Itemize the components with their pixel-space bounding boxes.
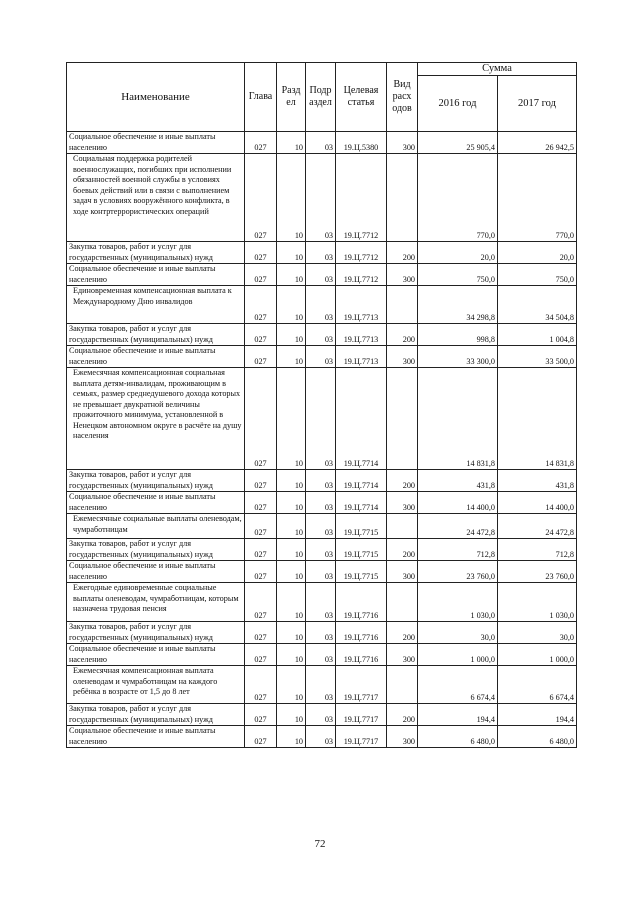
row-chapter: 027 xyxy=(245,492,277,514)
row-name xyxy=(67,470,245,492)
row-sum-2016: 34 298,8 xyxy=(418,286,498,324)
row-subsection: 03 xyxy=(306,132,336,154)
row-sum-2017: 431,8 xyxy=(498,470,577,492)
row-subsection: 03 xyxy=(306,492,336,514)
row-name-text: Социальное обеспечение и иные выплаты населению xyxy=(69,644,216,664)
header-sum: Сумма xyxy=(418,63,577,76)
row-name-text: Ежемесячные социальные выплаты оленеводам, чумработницам xyxy=(73,514,242,534)
row-section: 10 xyxy=(277,539,306,561)
row-name-text: Социальное обеспечение и иные выплаты населению xyxy=(69,561,216,581)
row-subsection: 03 xyxy=(306,561,336,583)
row-sum-2017: 20,0 xyxy=(498,242,577,264)
row-target: 19.Ц.7716 xyxy=(336,583,387,622)
row-target: 19.Ц.7714 xyxy=(336,470,387,492)
row-name-text: Ежемесячная компенсационная социальная выплата детям-инвалидам, проживающим в семьях, размер среднедушевого дохода которых не превышает двукратной величины прожиточного минимума, установленной в Ненецком автономном округе в расчёте на душу населения xyxy=(73,368,242,440)
row-sum-2017: 26 942,5 xyxy=(498,132,577,154)
row-chapter: 027 xyxy=(245,154,277,242)
row-target: 19.Ц.7712 xyxy=(336,242,387,264)
page-number: 72 xyxy=(314,838,326,850)
row-section: 10 xyxy=(277,242,306,264)
row-name-text: Закупка товаров, работ и услуг для государственных (муниципальных) нужд xyxy=(69,539,213,559)
row-kind: 300 xyxy=(387,132,418,154)
row-chapter: 027 xyxy=(245,561,277,583)
row-section: 10 xyxy=(277,644,306,666)
table-row xyxy=(67,726,577,748)
row-chapter: 027 xyxy=(245,704,277,726)
header-target: Целевая статья xyxy=(336,63,387,132)
row-sum-2017: 712,8 xyxy=(498,539,577,561)
row-sum-2017: 194,4 xyxy=(498,704,577,726)
row-sum-2017: 14 831,8 xyxy=(498,368,577,470)
table-row xyxy=(67,346,577,368)
row-name-text: Ежегодные единовременные социальные выплаты оленеводам, чумработницам, которым назначена трудовая пенсия xyxy=(73,583,239,613)
row-sum-2016: 431,8 xyxy=(418,470,498,492)
row-target: 19.Ц.7716 xyxy=(336,622,387,644)
row-sum-2016: 14 831,8 xyxy=(418,368,498,470)
header-chapter: Глава xyxy=(245,63,277,132)
row-chapter: 027 xyxy=(245,583,277,622)
row-name xyxy=(67,539,245,561)
table-row xyxy=(67,154,577,242)
row-name-text: Закупка товаров, работ и услуг для государственных (муниципальных) нужд xyxy=(69,242,213,262)
row-subsection: 03 xyxy=(306,704,336,726)
row-section: 10 xyxy=(277,470,306,492)
row-subsection: 03 xyxy=(306,368,336,470)
row-kind: 200 xyxy=(387,470,418,492)
row-sum-2017: 770,0 xyxy=(498,154,577,242)
row-subsection: 03 xyxy=(306,264,336,286)
row-sum-2016: 25 905,4 xyxy=(418,132,498,154)
row-target: 19.Ц.7715 xyxy=(336,561,387,583)
row-chapter: 027 xyxy=(245,666,277,704)
table-row xyxy=(67,514,577,539)
row-kind: 300 xyxy=(387,492,418,514)
row-target: 19.Ц.7716 xyxy=(336,644,387,666)
row-name xyxy=(67,514,245,539)
row-sum-2016: 33 300,0 xyxy=(418,346,498,368)
row-kind: 300 xyxy=(387,561,418,583)
row-sum-2016: 194,4 xyxy=(418,704,498,726)
row-sum-2016: 750,0 xyxy=(418,264,498,286)
row-sum-2017: 33 500,0 xyxy=(498,346,577,368)
row-chapter: 027 xyxy=(245,132,277,154)
row-target: 19.Ц.7713 xyxy=(336,346,387,368)
row-sum-2017: 24 472,8 xyxy=(498,514,577,539)
header-year-2016: 2016 год xyxy=(418,76,498,132)
row-section: 10 xyxy=(277,492,306,514)
row-name-text: Социальное обеспечение и иные выплаты населению xyxy=(69,264,216,284)
row-subsection: 03 xyxy=(306,324,336,346)
row-sum-2016: 23 760,0 xyxy=(418,561,498,583)
row-name xyxy=(67,368,245,470)
row-kind: 300 xyxy=(387,264,418,286)
row-kind xyxy=(387,583,418,622)
row-section: 10 xyxy=(277,704,306,726)
row-name xyxy=(67,583,245,622)
table-body xyxy=(67,132,577,748)
row-name-text: Ежемесячная компенсационная выплата оленеводам и чумработницам на каждого ребёнка в возрасте от 1,5 до 8 лет xyxy=(73,666,218,696)
row-subsection: 03 xyxy=(306,666,336,704)
row-kind: 200 xyxy=(387,539,418,561)
row-sum-2016: 712,8 xyxy=(418,539,498,561)
row-section: 10 xyxy=(277,132,306,154)
row-subsection: 03 xyxy=(306,286,336,324)
row-kind xyxy=(387,514,418,539)
row-name-text: Единовременная компенсационная выплата к Международному Дню инвалидов xyxy=(73,286,232,306)
table-row xyxy=(67,470,577,492)
table-row xyxy=(67,324,577,346)
row-sum-2016: 6 480,0 xyxy=(418,726,498,748)
row-sum-2016: 14 400,0 xyxy=(418,492,498,514)
row-section: 10 xyxy=(277,264,306,286)
row-kind xyxy=(387,154,418,242)
table-row xyxy=(67,242,577,264)
header-year-2017: 2017 год xyxy=(498,76,577,132)
header-kind: Вид расх одов xyxy=(387,63,418,132)
table-row xyxy=(67,704,577,726)
row-section: 10 xyxy=(277,286,306,324)
row-name-text: Закупка товаров, работ и услуг для государственных (муниципальных) нужд xyxy=(69,324,213,344)
row-subsection: 03 xyxy=(306,539,336,561)
row-name-text: Социальное обеспечение и иные выплаты населению xyxy=(69,726,216,746)
row-name xyxy=(67,704,245,726)
row-sum-2016: 1 000,0 xyxy=(418,644,498,666)
row-target: 19.Ц.7717 xyxy=(336,666,387,704)
row-chapter: 027 xyxy=(245,622,277,644)
table-row xyxy=(67,368,577,470)
row-section: 10 xyxy=(277,622,306,644)
row-name xyxy=(67,286,245,324)
row-kind: 200 xyxy=(387,324,418,346)
row-section: 10 xyxy=(277,324,306,346)
row-name xyxy=(67,726,245,748)
row-chapter: 027 xyxy=(245,514,277,539)
row-subsection: 03 xyxy=(306,470,336,492)
row-sum-2016: 770,0 xyxy=(418,154,498,242)
row-sum-2017: 6 674,4 xyxy=(498,666,577,704)
table-row xyxy=(67,132,577,154)
row-sum-2016: 30,0 xyxy=(418,622,498,644)
row-name-text: Закупка товаров, работ и услуг для государственных (муниципальных) нужд xyxy=(69,470,213,490)
row-name-text: Закупка товаров, работ и услуг для государственных (муниципальных) нужд xyxy=(69,704,213,724)
header-subsection: Подр аздел xyxy=(306,63,336,132)
row-target: 19.Ц.7715 xyxy=(336,514,387,539)
row-name-text: Закупка товаров, работ и услуг для государственных (муниципальных) нужд xyxy=(69,622,213,642)
row-subsection: 03 xyxy=(306,346,336,368)
table-row xyxy=(67,622,577,644)
row-kind: 300 xyxy=(387,346,418,368)
row-kind xyxy=(387,368,418,470)
row-chapter: 027 xyxy=(245,368,277,470)
row-chapter: 027 xyxy=(245,264,277,286)
row-chapter: 027 xyxy=(245,470,277,492)
row-sum-2016: 24 472,8 xyxy=(418,514,498,539)
row-target: 19.Ц.7712 xyxy=(336,154,387,242)
row-target: 19.Ц.7712 xyxy=(336,264,387,286)
row-chapter: 027 xyxy=(245,539,277,561)
row-target: 19.Ц.7713 xyxy=(336,324,387,346)
row-subsection: 03 xyxy=(306,644,336,666)
row-sum-2017: 1 004,8 xyxy=(498,324,577,346)
row-chapter: 027 xyxy=(245,726,277,748)
row-section: 10 xyxy=(277,346,306,368)
row-kind: 200 xyxy=(387,242,418,264)
row-name xyxy=(67,346,245,368)
header-section: Разд ел xyxy=(277,63,306,132)
row-sum-2017: 14 400,0 xyxy=(498,492,577,514)
row-target: 19.Ц.7717 xyxy=(336,704,387,726)
row-chapter: 027 xyxy=(245,346,277,368)
row-subsection: 03 xyxy=(306,622,336,644)
row-name xyxy=(67,622,245,644)
table-row xyxy=(67,286,577,324)
table-row xyxy=(67,644,577,666)
table-row xyxy=(67,583,577,622)
row-name-text: Социальная поддержка родителей военнослужащих, погибших при исполнении обязанностей военной службы в условиях боевых действий или в связи с выполнением задач в условиях вооружённого конфликта, в ходе контртеррористических операций xyxy=(73,154,232,216)
row-name-text: Социальное обеспечение и иные выплаты населению xyxy=(69,346,216,366)
row-chapter: 027 xyxy=(245,286,277,324)
row-sum-2016: 1 030,0 xyxy=(418,583,498,622)
row-target: 19.Ц.7714 xyxy=(336,368,387,470)
row-subsection: 03 xyxy=(306,154,336,242)
row-kind: 200 xyxy=(387,704,418,726)
row-subsection: 03 xyxy=(306,726,336,748)
row-sum-2017: 6 480,0 xyxy=(498,726,577,748)
row-name xyxy=(67,154,245,242)
table-row xyxy=(67,264,577,286)
row-section: 10 xyxy=(277,561,306,583)
row-kind xyxy=(387,286,418,324)
row-name-text: Социальное обеспечение и иные выплаты населению xyxy=(69,492,216,512)
row-target: 19.Ц.7713 xyxy=(336,286,387,324)
row-section: 10 xyxy=(277,726,306,748)
row-section: 10 xyxy=(277,154,306,242)
row-target: 19.Ц.7715 xyxy=(336,539,387,561)
row-target: 19.Ц.7717 xyxy=(336,726,387,748)
row-sum-2016: 998,8 xyxy=(418,324,498,346)
row-section: 10 xyxy=(277,514,306,539)
row-sum-2017: 750,0 xyxy=(498,264,577,286)
row-name xyxy=(67,644,245,666)
row-sum-2017: 1 030,0 xyxy=(498,583,577,622)
header-name: Наименование xyxy=(67,63,245,132)
budget-table xyxy=(66,62,577,748)
row-kind: 300 xyxy=(387,644,418,666)
table-row xyxy=(67,539,577,561)
table-row xyxy=(67,561,577,583)
row-target: 19.Ц.5380 xyxy=(336,132,387,154)
row-kind: 200 xyxy=(387,622,418,644)
row-sum-2017: 1 000,0 xyxy=(498,644,577,666)
table-row xyxy=(67,666,577,704)
row-name xyxy=(67,324,245,346)
row-sum-2016: 20,0 xyxy=(418,242,498,264)
row-section: 10 xyxy=(277,583,306,622)
row-name xyxy=(67,242,245,264)
row-name xyxy=(67,561,245,583)
row-name xyxy=(67,492,245,514)
row-target: 19.Ц.7714 xyxy=(336,492,387,514)
row-name xyxy=(67,666,245,704)
row-chapter: 027 xyxy=(245,324,277,346)
row-kind: 300 xyxy=(387,726,418,748)
row-subsection: 03 xyxy=(306,583,336,622)
row-sum-2017: 30,0 xyxy=(498,622,577,644)
row-section: 10 xyxy=(277,368,306,470)
row-sum-2016: 6 674,4 xyxy=(418,666,498,704)
row-chapter: 027 xyxy=(245,242,277,264)
row-kind xyxy=(387,666,418,704)
row-sum-2017: 34 504,8 xyxy=(498,286,577,324)
row-name xyxy=(67,132,245,154)
row-subsection: 03 xyxy=(306,242,336,264)
table-row xyxy=(67,492,577,514)
row-sum-2017: 23 760,0 xyxy=(498,561,577,583)
row-name-text: Социальное обеспечение и иные выплаты населению xyxy=(69,132,216,152)
row-section: 10 xyxy=(277,666,306,704)
row-name xyxy=(67,264,245,286)
row-chapter: 027 xyxy=(245,644,277,666)
row-subsection: 03 xyxy=(306,514,336,539)
